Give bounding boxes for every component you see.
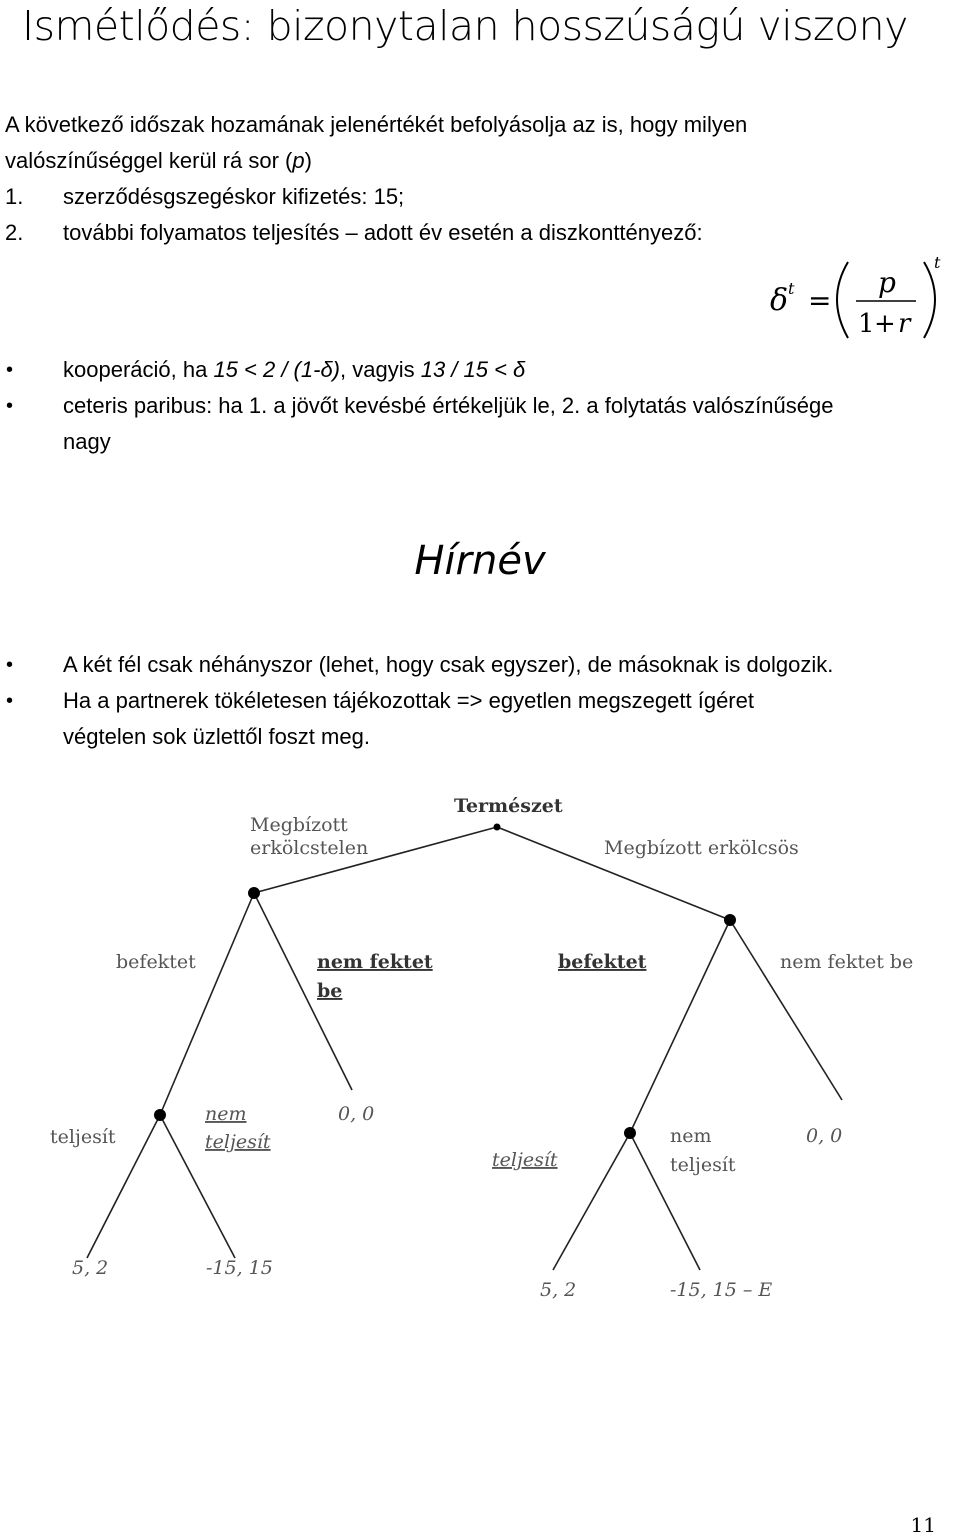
payoff-lr: -15, 15 — [206, 1257, 273, 1279]
bullet-dot: • — [6, 690, 14, 712]
bullet-partners-line-1: Ha a partnerek tökéletesen tájékozottak => egyetlen megszegett ígéret — [63, 688, 754, 713]
label-ll-noperform-2: teljesít — [205, 1131, 271, 1153]
label-left-noinvest-1: nem fektet — [317, 951, 433, 973]
bullet-cooperation: kooperáció, ha 15 < 2 / (1-δ), vagyis 13 / 15 < δ — [63, 357, 526, 382]
intro-line-1: A következő időszak hozamának jelenértékét befolyásolja az is, hogy milyen — [5, 112, 748, 137]
bullet-dot: • — [6, 395, 14, 417]
formula-delta: δ — [770, 283, 789, 318]
formula-den-r: r — [898, 309, 911, 339]
bullet-ceteris-line-1: ceteris paribus: ha 1. a jövőt kevésbé értékeljük le, 2. a folytatás valószínűsége — [63, 393, 834, 418]
probability-symbol: p — [292, 148, 305, 173]
page-number: 11 — [910, 1513, 936, 1537]
node-left-invest — [154, 1109, 166, 1121]
edge-right-noinvest — [730, 920, 842, 1100]
label-left-branch-1: Megbízott — [250, 814, 348, 836]
edge-rl-perform — [553, 1133, 630, 1270]
label-right-branch: Megbízott erkölcsös — [604, 837, 799, 859]
bullet-few-times: A két fél csak néhányszor (lehet, hogy csak egyszer), de másoknak is dolgozik. — [63, 652, 834, 677]
node-left — [248, 887, 260, 899]
payoff-rr: -15, 15 – E — [670, 1279, 773, 1301]
payoff-rl: 5, 2 — [540, 1279, 577, 1301]
label-root: Természet — [454, 795, 563, 817]
label-right-invest: befektet — [558, 951, 647, 973]
node-root — [494, 824, 501, 831]
formula-equals: = — [808, 284, 832, 317]
label-right-noinvest: nem fektet be — [780, 951, 914, 973]
bullet-dot: • — [6, 654, 14, 676]
label-rl-perform: teljesít — [492, 1149, 558, 1171]
node-right-invest — [624, 1127, 636, 1139]
payoff-right-noinvest: 0, 0 — [806, 1125, 843, 1147]
payoff-ll: 5, 2 — [72, 1257, 109, 1279]
formula-den-one: 1 — [858, 309, 875, 339]
list-item-2: további folyamatos teljesítés – adott év esetén a diszkonttényező: — [63, 220, 703, 245]
discount-factor-formula — [766, 254, 946, 346]
list-number-2: 2. — [5, 220, 24, 245]
formula-den-plus: + — [874, 309, 896, 339]
formula-exponent: t — [934, 254, 941, 272]
label-rl-noperform-2: teljesít — [670, 1154, 736, 1176]
list-item-1: szerződésgszegéskor kifizetés: 15; — [63, 184, 405, 209]
label-left-branch-2: erkölcstelen — [250, 837, 369, 859]
label-ll-perform: teljesít — [50, 1126, 116, 1148]
game-tree-diagram — [0, 780, 960, 1320]
label-left-invest: befektet — [116, 951, 196, 973]
payoff-left-noinvest: 0, 0 — [338, 1103, 375, 1125]
list-number-1: 1. — [5, 184, 24, 209]
label-left-noinvest-2: be — [317, 980, 343, 1002]
node-right — [724, 914, 736, 926]
formula-numerator: p — [878, 266, 896, 299]
section-heading: Hírnév — [414, 538, 546, 584]
label-ll-noperform-1: nem — [205, 1103, 247, 1125]
formula-delta-exp: t — [788, 279, 795, 298]
bullet-dot: • — [6, 359, 14, 381]
intro-line-2: valószínűséggel kerül rá sor (p) — [5, 148, 312, 173]
bullet-ceteris-line-2: nagy — [63, 429, 111, 454]
page-title: Ismétlődés: bizonytalan hosszúságú viszony — [22, 2, 908, 50]
edge-left-invest — [160, 893, 254, 1115]
bullet-partners-line-2: végtelen sok üzlettől foszt meg. — [63, 724, 370, 749]
label-rl-noperform-1: nem — [670, 1125, 712, 1147]
